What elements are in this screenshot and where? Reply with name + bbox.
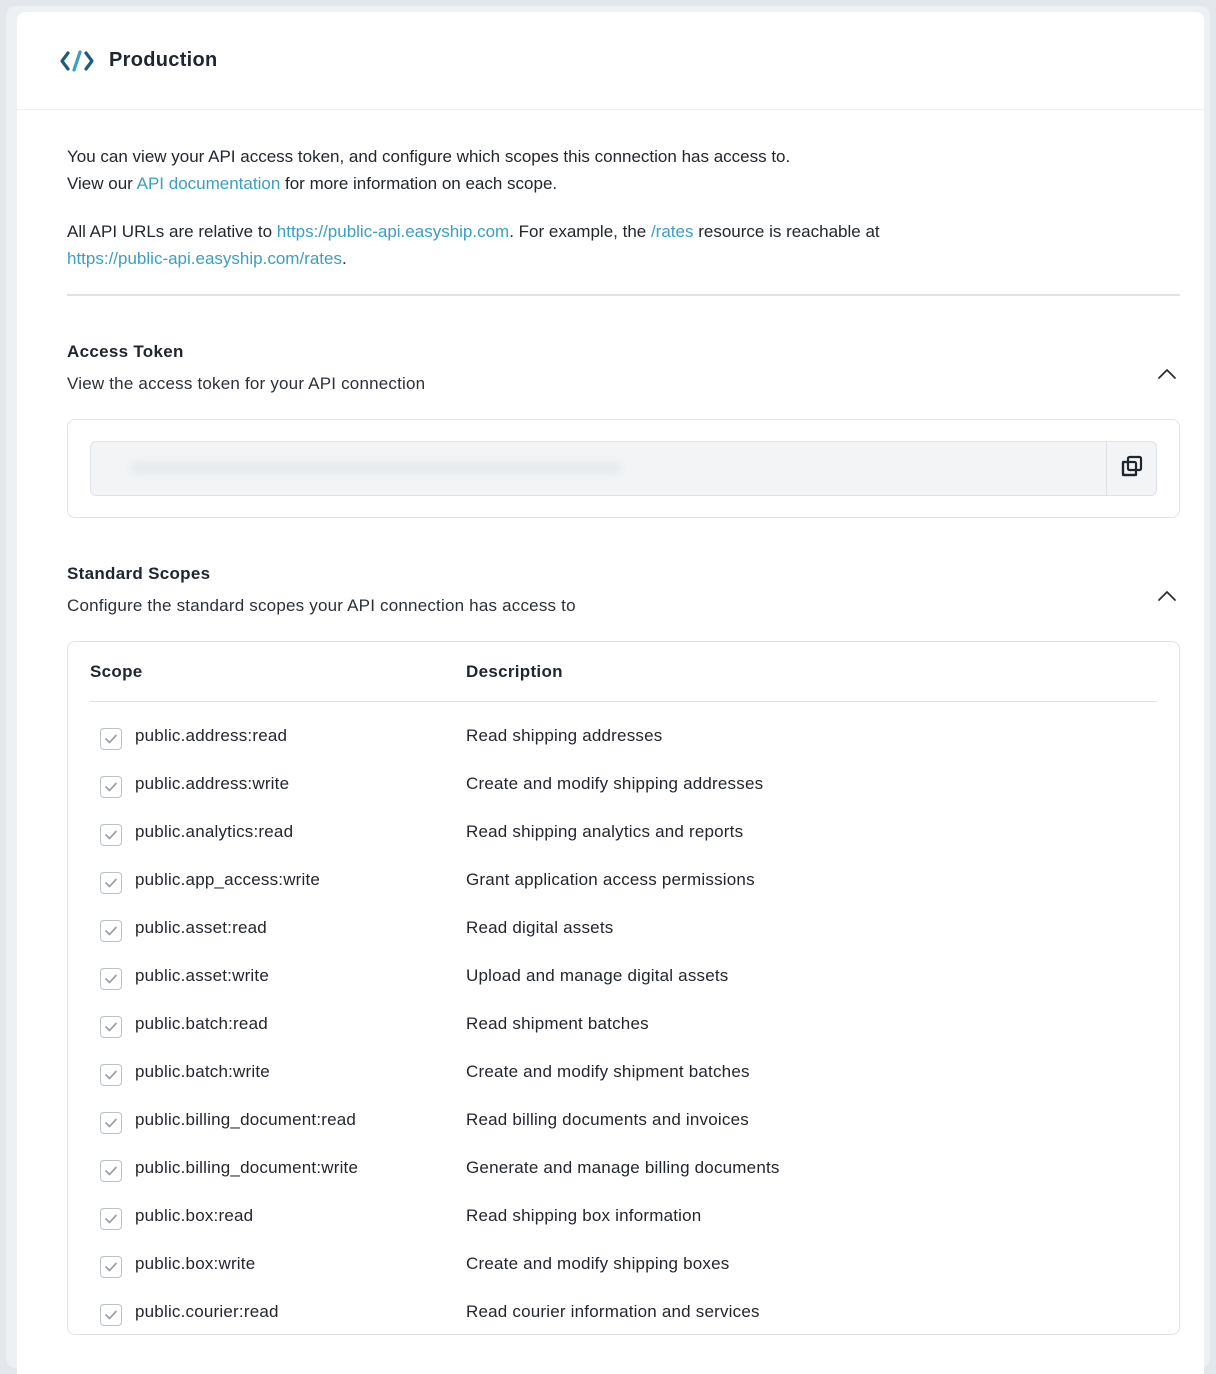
- check-icon: [104, 925, 118, 937]
- card-content: [67, 110, 1180, 1335]
- table-body[interactable]: [90, 702, 1157, 1321]
- card-header: [17, 12, 1204, 110]
- standard-scopes-subtitle: Configure the standard scopes your API connection has access to: [67, 596, 576, 615]
- copy-token-button[interactable]: [1106, 442, 1156, 495]
- scope-name: public.app_access:write: [135, 870, 321, 889]
- scope-checkbox[interactable]: [100, 824, 122, 846]
- check-icon: [104, 973, 118, 985]
- scope-cell: [90, 1059, 466, 1086]
- scope-name: public.box:read: [135, 1206, 254, 1225]
- scope-checkbox[interactable]: [100, 776, 122, 798]
- check-icon: [104, 1117, 118, 1129]
- rates-url-link[interactable]: https://public-api.easyship.com/rates: [67, 249, 342, 268]
- copy-icon: [1121, 455, 1143, 482]
- intro-line-1: You can view your API access token, and configure which scopes this connection has access to.: [67, 147, 791, 166]
- scope-cell: [90, 867, 466, 894]
- scope-description: Read shipping analytics and reports: [466, 822, 744, 841]
- access-token-header: [67, 342, 1180, 394]
- check-icon: [104, 733, 118, 745]
- scope-checkbox[interactable]: [100, 1256, 122, 1278]
- table-row: [90, 808, 1157, 856]
- check-icon: [104, 1261, 118, 1273]
- chevron-up-icon[interactable]: [1158, 367, 1176, 379]
- scope-name: public.asset:write: [135, 966, 269, 985]
- scope-checkbox[interactable]: [100, 1304, 122, 1326]
- intro-line-2-prefix: View our: [67, 174, 137, 193]
- check-icon: [104, 1213, 118, 1225]
- intro-line-2-suffix: for more information on each scope.: [280, 174, 558, 193]
- table-row: [90, 904, 1157, 952]
- scope-description: Read shipment batches: [466, 1014, 649, 1033]
- scope-description: Read shipping box information: [466, 1206, 702, 1225]
- scope-cell: [90, 1155, 466, 1182]
- scope-cell: [90, 963, 466, 990]
- scope-description: Create and modify shipment batches: [466, 1062, 750, 1081]
- scope-cell: [90, 723, 466, 750]
- scope-cell: [90, 1107, 466, 1134]
- intro-paragraph-2: [67, 218, 1180, 272]
- scope-description: Read shipping addresses: [466, 726, 663, 745]
- standard-scopes-header: [67, 564, 1180, 616]
- check-icon: [104, 781, 118, 793]
- scope-cell: [90, 915, 466, 942]
- check-icon: [104, 877, 118, 889]
- scope-name: public.analytics:read: [135, 822, 294, 841]
- page-title: Production: [109, 49, 218, 71]
- scope-description: Create and modify shipping boxes: [466, 1254, 730, 1273]
- access-token-title: Access Token: [67, 342, 184, 361]
- scope-cell: [90, 1251, 466, 1278]
- scope-description: Upload and manage digital assets: [466, 966, 729, 985]
- intro-p2-mid2: resource is reachable at: [693, 222, 880, 241]
- table-row: [90, 1000, 1157, 1048]
- scope-description: Read courier information and services: [466, 1302, 760, 1321]
- chevron-up-icon[interactable]: [1158, 589, 1176, 601]
- api-documentation-link[interactable]: API documentation: [136, 174, 281, 193]
- intro-p2-end: .: [341, 249, 347, 268]
- intro-p2-mid: . For example, the: [509, 222, 651, 241]
- code-icon: [60, 50, 94, 72]
- scope-checkbox[interactable]: [100, 1016, 122, 1038]
- scope-checkbox[interactable]: [100, 1160, 122, 1182]
- scope-name: public.box:write: [135, 1254, 256, 1273]
- check-icon: [104, 829, 118, 841]
- scope-name: public.courier:read: [135, 1302, 279, 1321]
- column-header-scope: Scope: [90, 661, 143, 681]
- scope-cell: [90, 1299, 466, 1326]
- scope-checkbox[interactable]: [100, 728, 122, 750]
- access-token-value: [131, 463, 621, 473]
- scope-name: public.address:read: [135, 726, 288, 745]
- scope-description: Generate and manage billing documents: [466, 1158, 780, 1177]
- check-icon: [104, 1021, 118, 1033]
- table-row: [90, 1288, 1157, 1336]
- table-row: [90, 760, 1157, 808]
- access-token-field[interactable]: [90, 441, 1157, 496]
- table-row: [90, 1144, 1157, 1192]
- scope-name: public.batch:write: [135, 1062, 270, 1081]
- table-row: [90, 952, 1157, 1000]
- standard-scopes-title: Standard Scopes: [67, 564, 211, 583]
- scope-checkbox[interactable]: [100, 920, 122, 942]
- table-row: [90, 712, 1157, 760]
- scope-checkbox[interactable]: [100, 1208, 122, 1230]
- scopes-table: [67, 641, 1180, 1335]
- table-row: [90, 856, 1157, 904]
- scope-name: public.billing_document:write: [135, 1158, 359, 1177]
- table-row: [90, 1048, 1157, 1096]
- table-header: [90, 642, 1157, 702]
- intro-paragraph-1: [67, 143, 1180, 197]
- scope-checkbox[interactable]: [100, 1112, 122, 1134]
- column-header-description: Description: [466, 661, 563, 681]
- scope-checkbox[interactable]: [100, 968, 122, 990]
- scope-cell: [90, 1203, 466, 1230]
- scope-description: Read digital assets: [466, 918, 614, 937]
- access-token-subtitle: View the access token for your API connection: [67, 374, 426, 393]
- scope-name: public.address:write: [135, 774, 290, 793]
- divider: [67, 294, 1180, 296]
- scope-cell: [90, 819, 466, 846]
- scope-description: Read billing documents and invoices: [466, 1110, 749, 1129]
- check-icon: [104, 1069, 118, 1081]
- scope-cell: [90, 771, 466, 798]
- check-icon: [104, 1309, 118, 1321]
- table-row: [90, 1240, 1157, 1288]
- scope-checkbox[interactable]: [100, 872, 122, 894]
- scope-description: Create and modify shipping addresses: [466, 774, 764, 793]
- table-row: [90, 1192, 1157, 1240]
- base-url-link[interactable]: https://public-api.easyship.com: [276, 222, 510, 241]
- scope-name: public.batch:read: [135, 1014, 268, 1033]
- scope-name: public.billing_document:read: [135, 1110, 357, 1129]
- access-token-panel: [67, 419, 1180, 518]
- intro-text: [67, 143, 1180, 272]
- table-row: [90, 1096, 1157, 1144]
- check-icon: [104, 1165, 118, 1177]
- connection-card: [17, 12, 1204, 1374]
- scope-name: public.asset:read: [135, 918, 267, 937]
- scope-checkbox[interactable]: [100, 1064, 122, 1086]
- scope-cell: [90, 1011, 466, 1038]
- scope-description: Grant application access permissions: [466, 870, 755, 889]
- intro-p2-prefix: All API URLs are relative to: [67, 222, 277, 241]
- rates-path-link[interactable]: /rates: [650, 222, 694, 241]
